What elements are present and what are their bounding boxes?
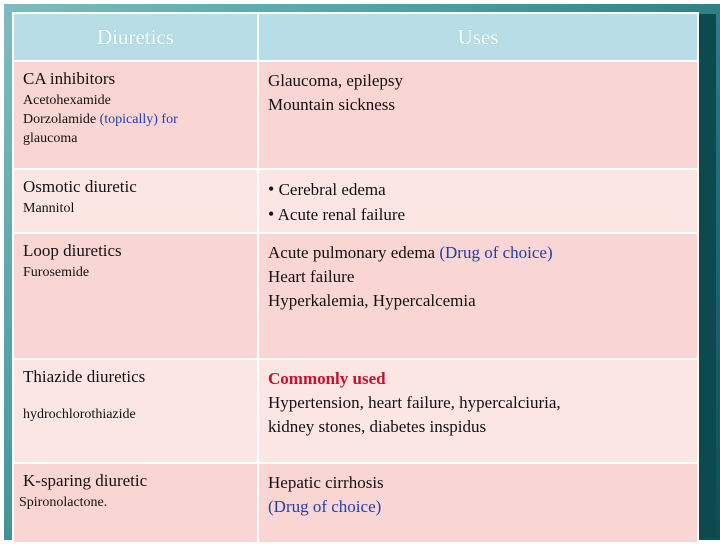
drug-name: hydrochlorothiazide xyxy=(23,407,136,422)
use-line: (Drug of choice) xyxy=(268,497,382,516)
use-line: kidney stones, diabetes inspidus xyxy=(268,417,487,436)
drug-name: Furosemide xyxy=(23,265,90,280)
diuretic-cell xyxy=(13,359,258,463)
drug-name: Dorzolamide (topically) for xyxy=(23,112,178,127)
diuretic-cell xyxy=(13,233,258,359)
uses-cell xyxy=(258,463,698,543)
table-row xyxy=(13,463,698,543)
use-line: Acute pulmonary edema (Drug of choice) xyxy=(268,243,553,262)
header-diuretics: Diuretics xyxy=(13,13,258,61)
diuretics-table xyxy=(12,12,699,544)
use-line: Hepatic cirrhosis xyxy=(268,473,384,492)
use-line: Mountain sickness xyxy=(268,95,396,114)
use-line: • Acute renal failure xyxy=(268,204,406,224)
diuretic-cell xyxy=(13,169,258,233)
drug-name: Mannitol xyxy=(23,201,75,216)
drug-class-label: Loop diuretics xyxy=(23,241,122,260)
table-shadow-right xyxy=(699,14,716,536)
header-row xyxy=(13,13,698,61)
header-uses: Uses xyxy=(258,13,698,61)
use-line: Heart failure xyxy=(268,267,355,286)
table-row xyxy=(13,169,698,233)
diuretic-cell xyxy=(13,61,258,169)
bullet-icon: • xyxy=(268,204,275,224)
drug-class-label: K-sparing diuretic xyxy=(23,471,148,490)
use-line: Glaucoma, epilepsy xyxy=(268,71,404,90)
drug-class-label: Osmotic diuretic xyxy=(23,177,137,196)
drug-class-label: Thiazide diuretics xyxy=(23,367,146,386)
uses-cell xyxy=(258,359,698,463)
use-line: Hyperkalemia, Hypercalcemia xyxy=(268,291,476,310)
table-row xyxy=(13,233,698,359)
drug-class-label: CA inhibitors xyxy=(23,69,116,88)
drug-name: glaucoma xyxy=(23,131,78,146)
bullet-icon: • xyxy=(268,179,275,199)
table-row xyxy=(13,359,698,463)
drug-name: Acetohexamide xyxy=(23,93,111,108)
diuretic-cell xyxy=(13,463,258,543)
uses-cell xyxy=(258,61,698,169)
use-line: Hypertension, heart failure, hypercalciuria, xyxy=(268,393,561,412)
uses-cell xyxy=(258,169,698,233)
drug-name: Spironolactone. xyxy=(19,495,108,510)
use-line: • Cerebral edema xyxy=(268,179,386,199)
use-line: Commonly used xyxy=(268,369,386,388)
table-row xyxy=(13,61,698,169)
uses-cell xyxy=(258,233,698,359)
